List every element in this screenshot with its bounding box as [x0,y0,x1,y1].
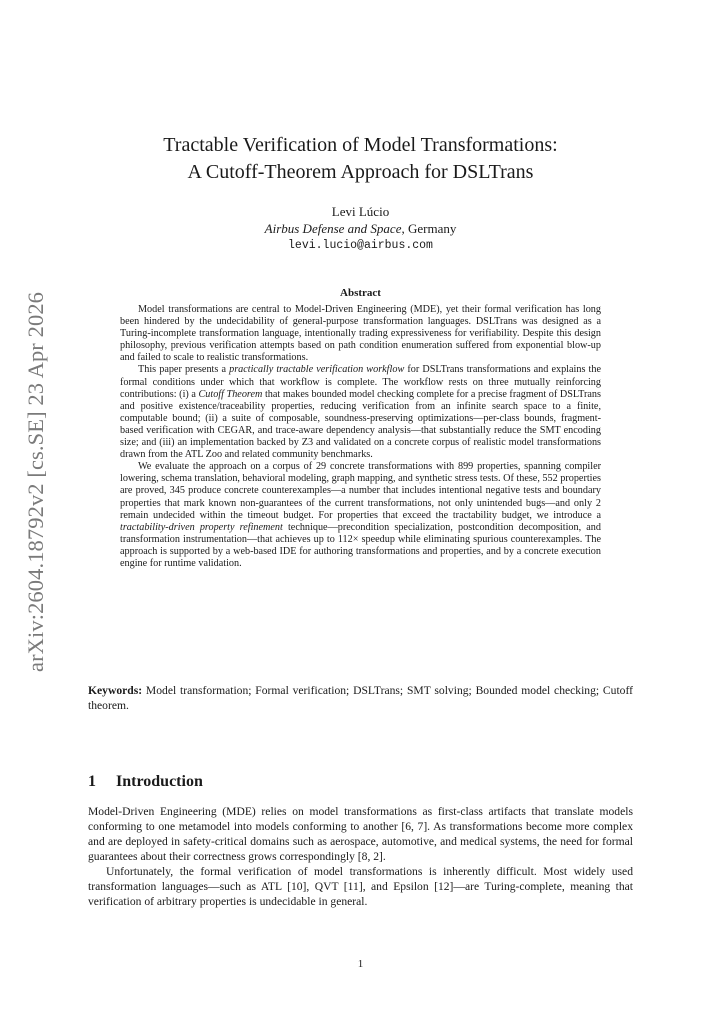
abstract-p2-emphasis-cutoff: Cutoff Theorem [198,388,263,400]
section-title: Introduction [116,773,203,790]
abstract-p3-text-a: We evaluate the approach on a corpus of 29 concrete transformations with 899 properties, spanning compiler lowering, schema translation, behavioral modeling, graph mapping, and synthetic stress tests. Of these, 552 properties are proved, 345 produce concrete counterexamples—a number that includes intentional negative tests and boundary properties that mark known non-guarantees of the current transformations, not only unintended bugs—and only 2 remain undecided within the timeout budget. For properties that exceed the tractability budget, we introduce a [120,461,601,521]
arxiv-identifier-stamp: arXiv:2604.18792v2 [cs.SE] 23 Apr 2026 [23,291,48,672]
keywords [88,683,633,713]
introduction-body [88,804,633,909]
author-affiliation [88,220,633,237]
keywords-label: Keywords: [88,684,143,697]
abstract-p3-emphasis-refinement: tractability-driven property refinement [120,521,283,533]
abstract-p3-text-b: technique—precondition specialization, postcondition decomposition, and transformation instrumentation—that achieves up to 112× speedup while eliminating spurious counterexamples. The approach is supported by a web-based IDE for authoring transformations and properties, and by a concrete execution engine for runtime validation. [120,521,601,569]
keywords-text: Model transformation; Formal verification; DSLTrans; SMT solving; Bounded model checking; Cutoff theorem. [88,684,633,712]
section-number: 1 [88,773,96,790]
abstract-paragraph-3 [120,461,601,570]
abstract-p2-text-a: This paper presents a [138,364,230,376]
author-email[interactable]: levi.lucio@airbus.com [288,239,433,252]
author-name: Levi Lúcio [331,204,390,219]
abstract-paragraph-2 [120,364,601,461]
abstract-heading: Abstract [340,287,381,299]
affiliation-organization: Airbus Defense and Space [264,221,402,236]
abstract-p2-text-b: for DSLTrans transformations and explains the formal conditions under which that workflow is complete. The workflow rests on three mutually reinforcing contributions: (i) a [120,364,601,400]
title-line-2: A Cutoff-Theorem Approach for DSLTrans [187,161,534,183]
page-number: 1 [357,958,364,970]
section-heading-introduction [88,773,203,791]
paper-title [88,132,633,186]
intro-paragraph-1: Model-Driven Engineering (MDE) relies on model transformations as first-class artifacts that translate models conforming to one metamodel into models conforming to another [6, 7]. As transformations become more complex and are deployed in safety-critical domains such as aerospace, automotive, and medical systems, the need for formal guarantees about their correctness grows correspondingly [8, 2]. [88,805,633,863]
affiliation-country: , Germany [401,221,457,236]
abstract-p2-text-c: that makes bounded model checking complete for a precise fragment of DSLTrans and positive existence/traceability properties, reducing verification from an infinite search space to a finite, computable bound; (ii) a suite of composable, soundness-preserving optimizations—per-class bounds, fragment-based verification with CEGAR, and trace-aware dependency analysis—that substantially reduce the SMT encoding size; and (iii) an implementation backed by Z3 and validated on a concrete corpus of realistic model transformations drawn from the ATL Zoo and related community benchmarks. [120,388,601,461]
abstract-paragraph-1: Model transformations are central to Model-Driven Engineering (MDE), yet their formal verification has long been hindered by the undecidability of general-purpose transformation languages. DSLTrans was designed as a Turing-incomplete transformation language, intentionally trading expressiveness for verifiability. Despite this design philosophy, previous verification attempts based on path condition enumeration suffered from exponential blow-up and failed to scale to realistic transformations. [120,304,601,364]
title-line-1: Tractable Verification of Model Transformations: [163,134,558,156]
abstract-p2-emphasis-workflow: practically tractable verification workflow [229,364,405,376]
abstract-body [120,304,601,570]
author-block [88,203,633,254]
intro-paragraph-2: Unfortunately, the formal verification of model transformations is inherently difficult. Most widely used transformation languages—such as ATL [10], QVT [11], and Epsilon [12]—are Turing-complete, meaning that verification of arbitrary properties is undecidable in general. [88,865,633,908]
